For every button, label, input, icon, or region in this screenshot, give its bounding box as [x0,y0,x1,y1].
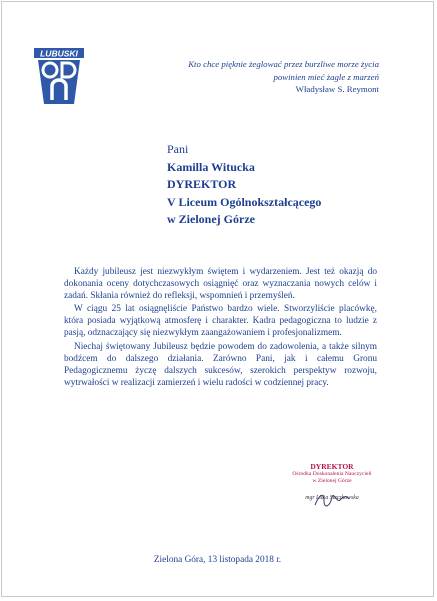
addressee-role: DYREKTOR [167,177,237,191]
stamp-org-line-2: w Zielonej Górze [312,478,352,484]
motto-author: Władysław S. Reymont [295,84,379,94]
addressee-salutation: Pani [167,142,189,156]
motto-line-2: powinien mieć żagle z marzeń [273,71,379,82]
odn-logo [34,48,84,106]
handwritten-signature-icon [312,491,352,509]
addressee-name: Kamilla Witucka [167,159,255,174]
letter-body [64,266,377,390]
letter-page [1,1,434,597]
place-and-date: Zielona Góra, 13 listopada 2018 r. [153,555,282,565]
addressee-school: V Liceum Ogólnokształcącego [167,194,322,209]
stamp-role: DYREKTOR [310,462,354,471]
body-paragraph-2: W ciągu 25 lat osiągnęliście Państwo bardzo wiele. Stworzyliście placówkę, która posiada wyjątkową atmosferę i charakter. Kadra pedagogiczna to ludzie z pasją, odznaczający się niezwykłym zaangażowaniem i profesjonalizmem. [64,304,377,339]
signature-stamp [272,462,392,501]
addressee-city: w Zielonej Górze [167,212,255,226]
motto-quote [139,58,379,96]
signatory-name: mgr Lidia Sieczkowska [305,495,359,501]
logo-brand-text: LUBUSKI [40,48,78,59]
addressee-block [167,141,321,229]
odn-logo-mark-icon [34,48,84,106]
body-paragraph-1: Każdy jubileusz jest niezwykłym świętem i wydarzeniem. Jest też okazją do dokonania oceny dotychczasowych osiągnięć oraz wyznaczania nowych celów i zadań. Skłania również do refleksji, wspomnień i przemyśleń. [64,267,377,302]
stamp-org-line-1: Ośrodka Doskonalenia Nauczycieli [292,471,372,477]
body-paragraph-3: Niechaj świętowany Jubileusz będzie powodem do zadowolenia, a także silnym bodźcem do dalszego działania. Zarówno Pani, jak i całemu Gronu Pedagogicznemu życzę dalszych sukcesów, szerokich perspektyw rozwoju, wytrwałości w realizacji zamierzeń i wielu radości w codziennej pracy. [64,341,377,388]
motto-line-1: Kto chce pięknie żeglować przez burzliwe morze życia [188,59,379,69]
